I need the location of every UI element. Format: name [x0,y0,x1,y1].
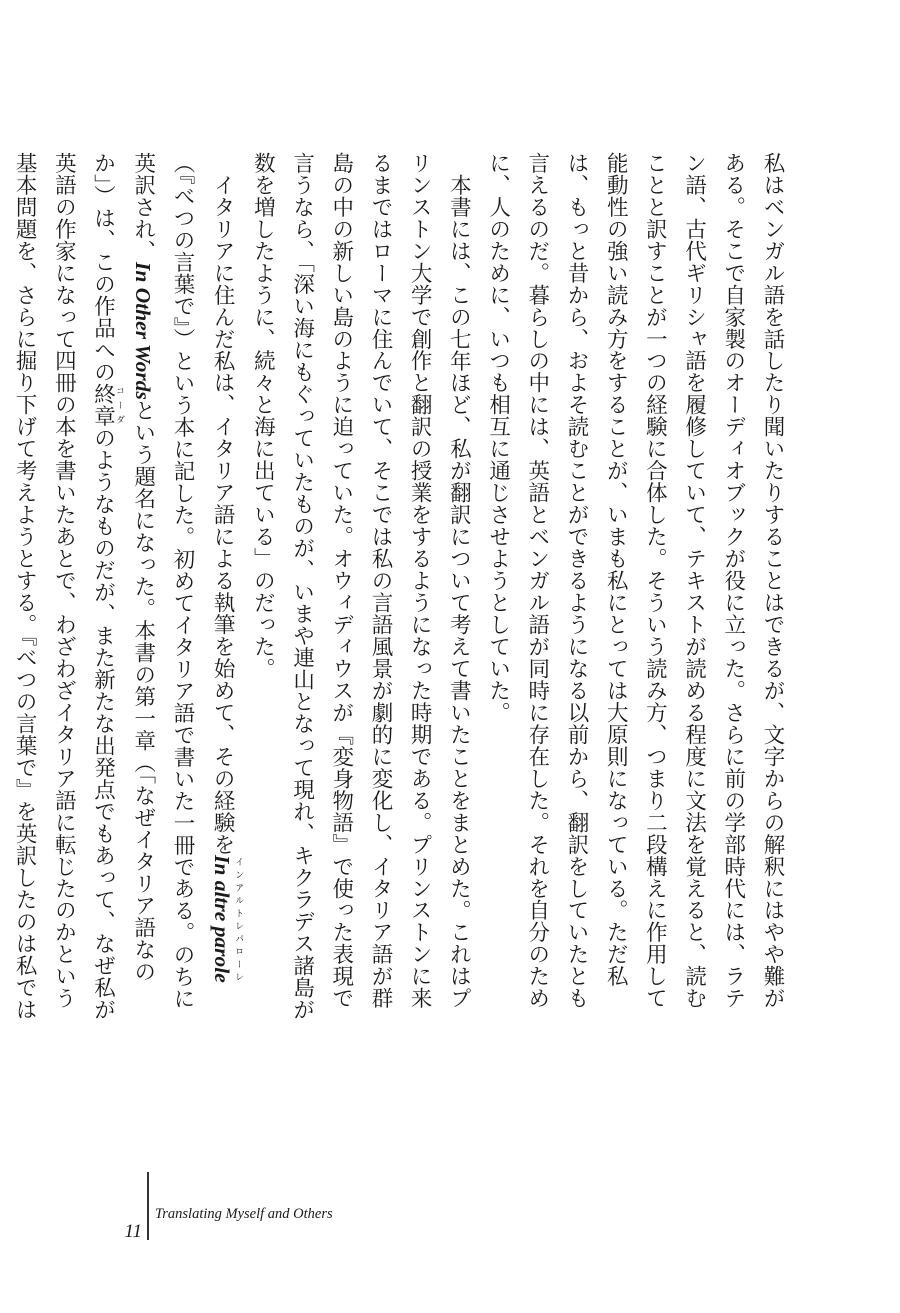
ruby-base: In Other Words [130,261,155,400]
text-run: （『べつの言葉で』）という本に記した。初めてイタリア語で書いた一冊である。のちに英訳され、 [130,152,195,1010]
text-run: のようなものだが、また新たな出発点でもあって、なぜ私が英語の作家になって四冊の本を書いたあとで、わざわざイタリア語に転じたのかという基本問題を、さらに掘り下げて考えようとする。『べつの言葉で』を英訳したのは私では [12,152,116,1021]
text-run: 本書には、この七年ほど、私が翻訳について考えて書いたことをまとめた。これはプリンストン大学で創作と翻訳の授業をするようになった時期である。プリンストンに来るまではローマに住んでいて、そこでは私の言語風景が劇的に変化し、イタリア語が群島の中の新しい島のように迫っていた。オウィディウスが『変身物語』で使った表現で言うなら、「深い海にもぐっていたものが、いまや連山となって現れ、キクラデス諸島が数を増したように、続々と海に出ている」のだった。 [250,152,472,1021]
latin-title [210,854,244,983]
text-run: 私はベンガル語を話したり聞いたりすることはできるが、文字からの解釈にはやや難がある。そこで自家製のオーディオブックが役に立った。さらに前の学部時代には、ラテン語、古代ギリシャ語を履修していて、テキストが読める程度に文法を覚えると、読むことと訳すことが一つの経験に合体した。そういう読み方、つまり二段構えに作用して能動性の強い読み方をすることが、いまも私にとっては大原則になっている。ただ私は、もっと昔から、およそ読むことができるようになる以前から、翻訳をしていたとも言えるのだ。暮らしの中には、英語とベンガル語が同時に存在した。それを自分のために、人のために、いつも相互に通じさせようとしていた。 [485,152,785,1010]
ruby-annotation: インアルトレパローレ [233,854,244,983]
text-run: イタリアに住んだ私は、イタリア語による執筆を始めて、その経験を [210,173,236,855]
page-number: 11 [124,1221,142,1242]
paragraph [478,152,792,1022]
footer-rule [147,1172,149,1240]
body-text [12,152,792,1022]
running-title: Translating Myself and Others [155,1206,333,1222]
ruby-base: In altre parole [210,854,235,983]
ruby-annotation: コーダ [114,383,125,427]
latin-title [131,262,156,400]
ruby-word [90,383,125,427]
text-run: という題名になった。本書の第一章（「なぜイタリア語なのか」）は、この作品への [90,152,156,983]
paragraph [243,152,478,1022]
ruby-base: 終章 [90,383,116,427]
paragraph [0,152,243,1022]
